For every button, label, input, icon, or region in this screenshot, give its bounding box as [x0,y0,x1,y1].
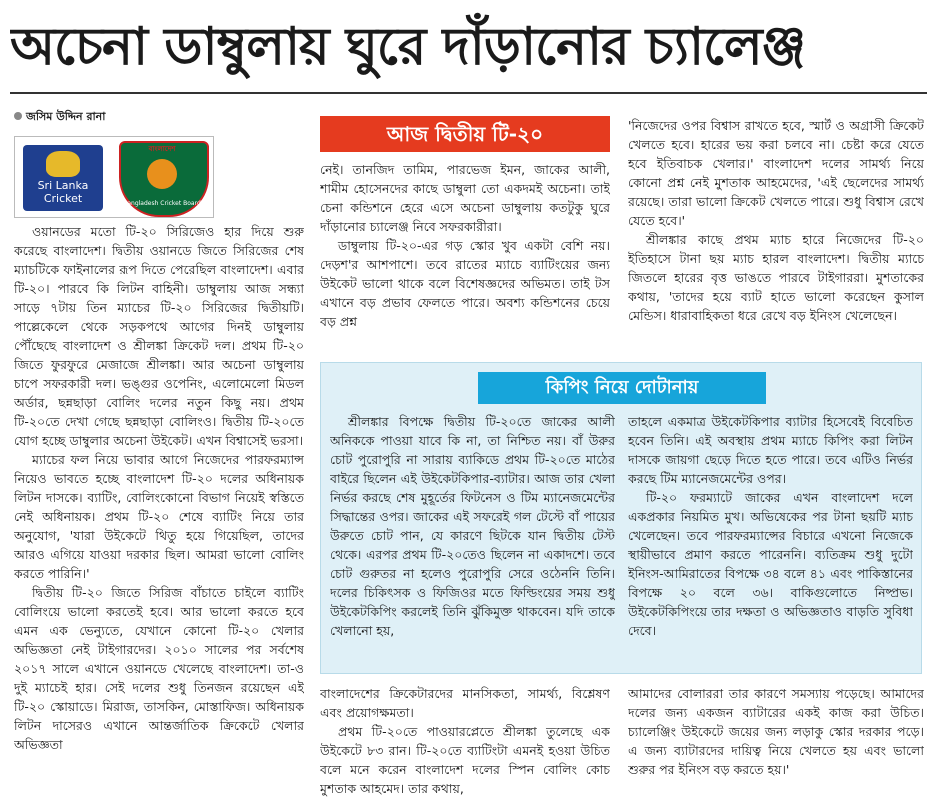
bangladesh-logo-top-text: বাংলাদেশ [148,145,176,153]
byline [14,108,105,127]
column-2-para-1: নেই। তানজিদ তামিম, পারভেজ ইমন, জাকের আলী, শামীম হোসেনদের কাছে ডাম্বুলা তো একদমই অচেনা। তাই চেনা কন্ডিশনে হেরে এসে অচেনা ডাম্বুলায় কতটুকু ঘুরে দাঁড়ানোর চ্যালেঞ্জ নিবে সফরকারীরা। [320,162,610,234]
bottom-column-3 [628,684,924,806]
bottom-column-2 [320,684,610,806]
lion-icon [46,151,80,177]
box-column-2-para-1: তাহলে একমাত্র উইকেটকিপার ব্যাটার হিসেবেই বিবেচিত হবেন তিনি। এই অবস্থায় প্রথম ম্যাচে কিপিং করা লিটন দাসকে জায়গা ছেড়ে দিতে হতে পারে। তবে এটিও নির্ভর করছে টিম ম্যানেজমেন্টের ওপর। [628,414,913,486]
sri-lanka-cricket-logo [23,145,103,211]
column-1 [14,222,304,802]
headline-rule [10,92,927,94]
bangladesh-logo-bottom-text: Bangladesh Cricket Board [123,200,201,207]
sri-lanka-logo-text: Sri Lanka Cricket [37,179,89,205]
column-2 [320,160,610,355]
headline: অচেনা ডাম্বুলায় ঘুরে দাঁড়ানোর চ্যালেঞ্জ [10,17,806,77]
column-1-para-2: ম্যাচের ফল নিয়ে ভাবার আগে নিজেদের পারফরম্যান্স নিয়েও ভাবতে হচ্ছে বাংলাদেশ টি-২০ দলের অধিনায়ক লিটন দাসকে। ব্যাটিং, বোলিংকোনো বিভাগ নিয়েই স্বস্তিতে নেই অধিনায়ক। প্রথম টি-২০ শেষে ব্যাটিং নিয়ে তার অনুযোগ, 'যারা উইকেটে থিতু হয়ে গিয়েছিল, তাদের আরও এগিয়ে যাওয়া দরকার ছিল। আমরা ভালো বোলিং করতে পারিনি।' [14,452,304,581]
box-title: কিপিং নিয়ে দোটানায় [478,372,766,404]
team-logos [14,136,214,218]
bangladesh-cricket-logo [119,141,205,213]
box-column-2 [628,412,913,667]
column-1-para-1: ওয়ানডের মতো টি-২০ সিরিজেও হার দিয়ে শুরু করেছে বাংলাদেশ। দ্বিতীয় ওয়ানডে জিতে সিরিজের শেষ ম্যাচটিকে ফাইনালের রূপ দিতে পেরেছিল বাংলাদেশ। এবার টি-২০। পারবে কি লিটন বাহিনী। ডাম্বুলায় আজ সন্ধ্যা সাড়ে ৭টায় তিন ম্যাচের টি-২০ সিরিজের দ্বিতীয়টি। পাল্লেকেলে থেকে সড়কপথে আগের দিনই ডাম্বুলায় পৌঁছেছে বাংলাদেশ ও শ্রীলঙ্কা ক্রিকেট দল। প্রথম টি-২০ জিতে ফুরফুরে মেজাজে শ্রীলঙ্কা। আর অচেনা ডাম্বুলায় চাপে সফরকারী দল। ভঙ্গুর ওপেনিং, এলোমেলো মিডল অর্ডার, ছন্নছাড়া বোলিং দলের নতুন কিছু নয়। প্রথম টি-২০তে দেখা গেছে ছন্নছাড়া বোলিংও। দ্বিতীয় টি-২০তে যোগ হচ্ছে ডাম্বুলার অচেনা উইকেট। এখন বিশ্বাসেই ভরসা। [14,224,304,448]
tiger-icon [147,159,177,189]
byline-author: জসিম উদ্দিন রানা [26,110,106,123]
column-3 [628,116,924,356]
bottom-column-3-para: আমাদের বোলাররা তার কারণে সমস্যায় পড়েছে। আমাদের দলের জন্য একজন ব্যাটারের একই কাজ করা উচিত। চ্যালেঞ্জিং উইকেটে জয়ের জন্য লড়াকু স্কোর দরকার পড়ে। এ জন্য ব্যাটারদের দায়িত্ব নিয়ে খেলতে হয় এবং ভালো শুরুর পর ইনিংস বড় করতে হয়।' [628,686,924,777]
bottom-column-2-para-1: বাংলাদেশের ক্রিকেটারদের মানসিকতা, সামর্থ্য, বিশ্লেষণ এবং প্রয়োগক্ষমতা। [320,686,610,720]
column-3-para-1: 'নিজেদের ওপর বিশ্বাস রাখতে হবে, স্মার্ট ও অগ্রাসী ক্রিকেট খেলতে হবে। হারের ভয় করা চলবে না। চেষ্টা করে যেতে হবে ইতিবাচক খেলার।' বাংলাদেশ দলের সামর্থ্য নিয়ে কোনো প্রশ্ন নেই মুশতাক আহমেদের, 'এই ছেলেদের সামর্থ্য রয়েছে। তারা ভালো ক্রিকেট খেলতে পারে। শুধু বিশ্বাস রেখে যেতে হবে।' [628,118,924,228]
box-column-2-para-2: টি-২০ ফরম্যাটে জাকের এখন বাংলাদেশ দলে একপ্রকার নিয়মিত মুখ। অভিষেকের পর টানা ছয়টি ম্যাচ খেলেছেন। তবে পারফরম্যান্সের বিচারে এখনো নিজেকে স্থায়ীভাবে প্রমাণ করতে পারেননি। ব্যতিক্রম শুধু দুটো ইনিংস-আমিরাতের বিপক্ষে ৩৪ বলে ৪১ এবং পাকিস্তানের বিপক্ষে ২০ বলে ৩৬। বাকিগুলোতে নিষ্প্রভ। উইকেটকিপিংয়ে তার দক্ষতা ও অভিজ্ঞতাও বাড়তি সুবিধা দেবে। [628,490,913,638]
column-2-para-2: ডাম্বুলায় টি-২০-এর গড় স্কোর খুব একটা বেশি নয়। দেড়শ'র আশপাশে। তবে রাতের ম্যাচে ব্যাটিংয়ের জন্য উইকেট ভালো থাকে বলে বিশেষজ্ঞদের অভিমত। তাই টস এখানে বড় প্রভাব ফেলতে পারে। অবশ্য কন্ডিশনের চেয়ে বড় প্রশ্ন [320,238,610,329]
box-column-1 [330,412,615,667]
column-1-para-3: দ্বিতীয় টি-২০ জিতে সিরিজ বাঁচাতে চাইলে ব্যাটিং বোলিংয়ে ভালো করতেই হবে। আর ভালো করতে হবে এমন এক ভেন্যুতে, যেখানে কোনো টি-২০ খেলার অভিজ্ঞতা নেই টাইগারদের। ২০১০ সালের পর সর্বশেষ ২০১৭ সালে এখানে ওয়ানডে খেলেছে বাংলাদেশ। তা-ও দুই ম্যাচেই হার। সেই দলের শুধু তিনজন রয়েছেন এই টি-২০ স্কোয়াডে। মিরাজ, তাসকিন, মোস্তাফিজ। অধিনায়ক লিটন দাসেরও এখানে আন্তর্জাতিক ক্রিকেটে খেলার অভিজ্ঞতা [14,585,304,752]
sidebar-title: আজ দ্বিতীয় টি-২০ [320,116,610,152]
bullet-icon [14,112,22,120]
box-column-1-para: শ্রীলঙ্কার বিপক্ষে দ্বিতীয় টি-২০তে জাকের আলী অনিককে পাওয়া যাবে কি না, তা নিশ্চিত নয়। বাঁ উরুর চোট পুরোপুরি না সারায় ব্যাকিডে প্রথম টি-২০তে মাঠের বাইরে ছিলেন এই উইকেটকিপার-ব্যাটার। আজ তার খেলা নির্ভর করছে শেষ মুহূর্তের ফিটনেস ও টিম ম্যানেজমেন্টের সিদ্ধান্তের ওপর। জাকের এই সফরেই গল টেস্টে বাঁ পায়ের উরুতে চোট পান, যে কারণে ছিটকে যান দ্বিতীয় টেস্ট থেকে। এরপর প্রথম টি-২০তেও ছিলেন না একাদশে। তবে চোট গুরুতর না হলেও পুরোপুরি সেরে ওঠেননি তিনি। দলের চিকিৎসক ও ফিজিওর মতে ফিল্ডিংয়ের সময় শুধু উইকেটকিপিং করলেই তিনি ঝুঁকিমুক্ত থাকবেন। যদি তাকে খেলানো হয়, [330,414,615,638]
bottom-column-2-para-2: প্রথম টি-২০তে পাওয়ারপ্লেতে শ্রীলঙ্কা তুলেছে এক উইকেটে ৮৩ রান। টি-২০তে ব্যাটিংটা এমনই হওয়া উচিত বলে মনে করেন বাংলাদেশ দলের স্পিন বোলিং কোচ মুশতাক আহমেদ। তার কথায়, [320,724,610,796]
column-3-para-2: শ্রীলঙ্কার কাছে প্রথম ম্যাচ হারে নিজেদের টি-২০ ইতিহাসে টানা ছয় ম্যাচ হারল বাংলাদেশ। দ্বিতীয় ম্যাচে জিতলে হারের বৃত্ত ভাঙতে পারবে টাইগাররা। মুশতাকের কথায়, 'তাদের হয়ে ব্যাট হাতে ভালো করেছেন কুসাল মেন্ডিস। ধারাবাহিকতা ধরে রেখে বড় ইনিংস খেলেছেন। [628,232,924,323]
